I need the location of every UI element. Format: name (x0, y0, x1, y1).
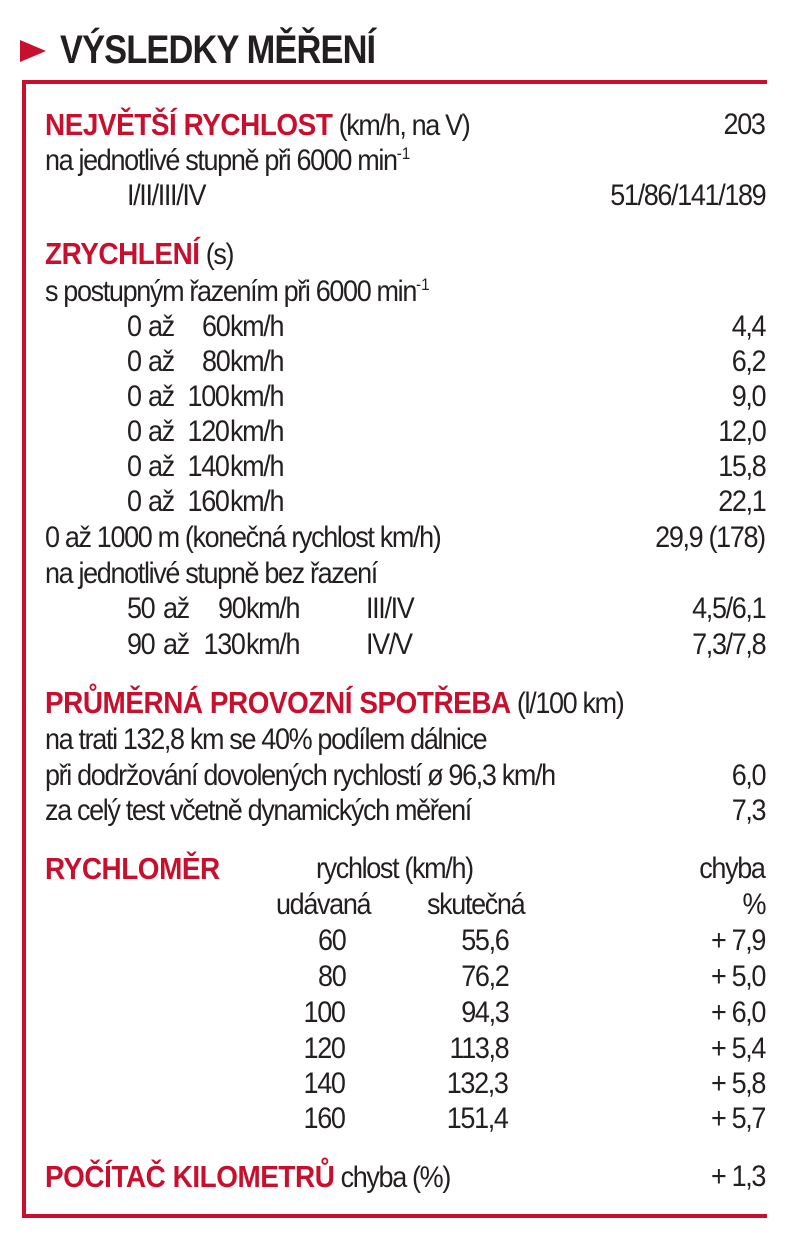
elastic-unit: km/h (246, 592, 300, 625)
elastic-gears: IV/V (366, 628, 412, 661)
speedometer-actual: 55,6 (460, 924, 508, 957)
speedometer-error: + 5,8 (710, 1067, 765, 1100)
accel-unit: km/h (230, 415, 284, 448)
accel-km-value: 29,9 (178) (655, 521, 765, 554)
consumption-line1: na trati 132,8 km se 40% podílem dálnice (45, 723, 487, 756)
speedometer-indicated: 140 (303, 1067, 345, 1100)
accel-to: 140 (187, 450, 229, 483)
odometer-heading-line (45, 1160, 450, 1195)
speedometer-error: + 7,9 (710, 924, 765, 957)
accel-sep: až (148, 415, 174, 448)
speedometer-error: + 6,0 (710, 996, 765, 1029)
max-speed-heading-line (45, 108, 469, 143)
max-speed-gears-value: 51/86/141/189 (609, 179, 765, 212)
acceleration-unit: (s) (205, 238, 234, 271)
max-speed-unit: (km/h, na V) (338, 109, 470, 142)
elastic-note: na jednotlivé stupně bez řazení (45, 557, 377, 590)
speedometer-indicated: 160 (303, 1102, 345, 1135)
accel-sep: až (148, 345, 174, 378)
elastic-gears: III/IV (366, 592, 414, 625)
speedometer-actual: 113,8 (449, 1032, 508, 1065)
elastic-from: 90 (127, 628, 155, 661)
odometer-heading: POČÍTAČ KILOMETRŮ (45, 1159, 335, 1194)
accel-sep: až (148, 485, 174, 518)
speedometer-heading-line (45, 852, 220, 887)
accel-unit: km/h (230, 380, 284, 413)
accel-from: 0 (127, 485, 141, 518)
accel-from: 0 (127, 345, 141, 378)
speedometer-col-actual: skutečná (427, 888, 525, 921)
max-speed-gears-note-text: na jednotlivé stupně při 6000 min (45, 144, 397, 177)
accel-value: 6,2 (731, 345, 765, 378)
elastic-sep: až (163, 592, 189, 625)
consumption-heading-line (45, 686, 623, 721)
speedometer-heading: RYCHLOMĚR (45, 851, 220, 886)
max-speed-heading: NEJVĚTŠÍ RYCHLOST (45, 107, 333, 142)
speedometer-actual: 76,2 (460, 960, 508, 993)
elastic-value: 7,3/7,8 (691, 628, 765, 661)
speedometer-indicated: 80 (317, 960, 345, 993)
consumption-line3-value: 7,3 (731, 794, 765, 827)
accel-unit: km/h (230, 450, 284, 483)
accel-value: 15,8 (717, 450, 765, 483)
max-speed-gears-label: I/II/III/IV (127, 179, 206, 212)
elastic-to: 90 (217, 592, 245, 625)
acceleration-note (45, 275, 430, 313)
accel-from: 0 (127, 450, 141, 483)
acceleration-heading: ZRYCHLENÍ (45, 236, 200, 271)
max-speed-gears-note-sup: -1 (396, 144, 411, 163)
elastic-unit: km/h (246, 628, 300, 661)
accel-to: 60 (201, 310, 229, 343)
accel-to: 80 (201, 345, 229, 378)
speedometer-error: + 5,7 (710, 1102, 765, 1135)
accel-value: 22,1 (717, 485, 765, 518)
speedometer-actual: 94,3 (460, 996, 508, 1029)
accel-from: 0 (127, 310, 141, 343)
speedometer-actual: 132,3 (447, 1067, 508, 1100)
speedometer-col-percent: % (742, 888, 765, 921)
max-speed-gears-note (45, 144, 410, 182)
speedometer-indicated: 120 (303, 1032, 345, 1065)
acceleration-note-text: s postupným řazením při 6000 min (45, 275, 416, 308)
speedometer-speed-header: rychlost (km/h) (316, 852, 473, 885)
acceleration-heading-line (45, 237, 233, 272)
accel-sep: až (148, 310, 174, 343)
consumption-heading: PRŮMĚRNÁ PROVOZNÍ SPOTŘEBA (45, 685, 511, 720)
accel-value: 4,4 (731, 310, 765, 343)
odometer-unit: chyba (%) (340, 1161, 450, 1194)
accel-value: 9,0 (731, 380, 765, 413)
elastic-from: 50 (127, 592, 155, 625)
max-speed-value: 203 (723, 108, 765, 141)
speedometer-error: + 5,0 (710, 960, 765, 993)
consumption-line3: za celý test včetně dynamických měření (45, 794, 471, 827)
elastic-value: 4,5/6,1 (691, 592, 765, 625)
accel-unit: km/h (230, 310, 284, 343)
accel-to: 120 (187, 415, 229, 448)
speedometer-indicated: 60 (317, 924, 345, 957)
accel-unit: km/h (230, 345, 284, 378)
accel-value: 12,0 (717, 415, 765, 448)
odometer-value: + 1,3 (710, 1160, 765, 1193)
page-title: VÝSLEDKY MĚŘENÍ (60, 27, 376, 72)
page-header (20, 22, 427, 78)
elastic-to: 130 (203, 628, 245, 661)
accel-to: 160 (187, 485, 229, 518)
consumption-line2-value: 6,0 (731, 759, 765, 792)
acceleration-note-sup: -1 (415, 275, 430, 294)
speedometer-indicated: 100 (303, 996, 345, 1029)
accel-sep: až (148, 380, 174, 413)
accel-km-label: 0 až 1000 m (konečná rychlost km/h) (45, 521, 441, 554)
accel-from: 0 (127, 415, 141, 448)
elastic-sep: až (163, 628, 189, 661)
consumption-unit: (l/100 km) (516, 687, 624, 720)
speedometer-error: + 5,4 (710, 1032, 765, 1065)
accel-to: 100 (187, 380, 229, 413)
accel-from: 0 (127, 380, 141, 413)
red-triangle-icon (20, 40, 46, 62)
accel-sep: až (148, 450, 174, 483)
accel-unit: km/h (230, 485, 284, 518)
consumption-line2: při dodržování dovolených rychlostí ø 96,3 km/h (45, 759, 555, 792)
speedometer-col-indicated: udávaná (276, 888, 371, 921)
speedometer-actual: 151,4 (447, 1102, 508, 1135)
speedometer-error-header: chyba (699, 852, 765, 885)
